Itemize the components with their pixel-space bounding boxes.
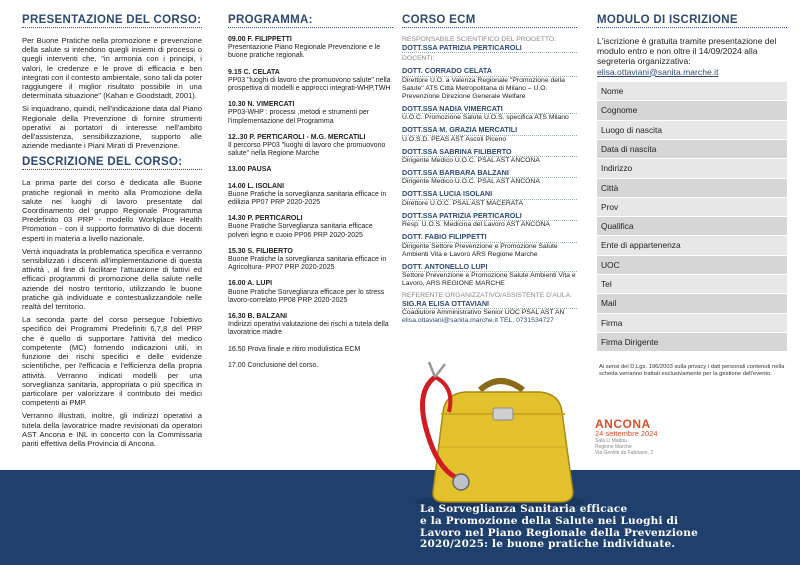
programma-item: [228, 166, 393, 174]
programma-item-head: 14.30 P. PERTICAROLI: [228, 215, 303, 223]
referente-role: Coadiutore Amministrativo Senior UOC PSAL AST AN: [402, 309, 565, 317]
ecm-title: CORSO ECM: [402, 14, 577, 28]
programma-item-text: Presentazione Piano Regionale Prevenzione e le buone pratiche regionali.: [228, 44, 381, 60]
form-field[interactable]: Cognome: [597, 101, 787, 120]
form-field[interactable]: Ente di appartenenza: [597, 236, 787, 255]
form-field[interactable]: Data di nascita: [597, 140, 787, 159]
paragraph: Per Buone Pratiche nella promozione e prevenzione della salute si intendono quegli insiemi di processi o quegli interventi che, "in armonia con i principi, i valori, le credenze e le prove di efficacia e ben integrati con il contesto ambientale, sono tali da poter raggiungere il miglior risultato possibile in una determinata situazione" (Kahan e Goodstadt, 2001).: [22, 36, 202, 101]
programma-item: [228, 101, 393, 126]
docente-role: Dirigente Medico U.O.C. PSAL AST ANCONA: [402, 157, 540, 165]
docente-name: DOTT.SSA BARBARA BALZANI: [402, 169, 577, 178]
programma-item-text: PP03-WHP : processi ,metodi e strumenti per l'implementazione del Programma: [228, 109, 370, 125]
modulo-text: L'iscrizione è gratuita tramite presentazione del modulo entro e non oltre il 14/09/2024 alla segreteria organizzativa:: [597, 36, 777, 67]
programma-item-text: Il percorso PP03 "luoghi di lavoro che promuovono salute" nella Regione Marche: [228, 142, 386, 158]
banner-line: Lavoro nel Piano Regionale della Prevenzione: [420, 526, 698, 539]
referente-label: REFERENTE ORGANIZZATIVO/ASSISTENTE D'AULA:: [402, 292, 572, 300]
programma-list: [228, 36, 393, 370]
programma-item-head: 14.00 L. ISOLANI: [228, 182, 285, 190]
banner-title: [420, 504, 720, 551]
programma-item-head: 16.00 A. LUPI: [228, 280, 273, 288]
programma-item-head: 10.30 N. VIMERCATI: [228, 101, 295, 109]
descrizione-title: DESCRIZIONE DEL CORSO:: [22, 156, 202, 170]
form-field[interactable]: UOC: [597, 256, 787, 275]
docente-role: Dirigente Medico U.O.C. PSAL AST ANCONA: [402, 178, 540, 186]
paragraph: Verranno illustrati, inoltre, gli indirizzi operativi a tutela della lavoratrice madre revisionati da operatori AST Ancona e INL in concerto con la Commissaria pariti effettiva della Provincia di Ancona.: [22, 411, 202, 448]
form-field[interactable]: Prov: [597, 198, 787, 217]
programma-item: [228, 215, 393, 240]
programma-item-head: 12..30 P. PERTICAROLI - M.G. MERCATILI: [228, 133, 366, 141]
event-city: ANCONA: [595, 417, 651, 431]
paragraph: La seconda parte del corso persegue l'obiettivo specifico dei Programmi Predefiniti 6,7,8 del PRP che è quello di supportare l'attività del medico competente (MC) fornendo indicazioni utili, in funzione dei rischi specifici e delle evidenze scientifiche, per l'efficacia e l'efficienza della propria attività. Verranno indicati modelli per una sorveglianza sanitaria, appropriata o più specifica in particolare per valorizzare il contributo dei medici competenti ai PMP.: [22, 315, 202, 408]
programma-item-text: Buone Pratiche Sorveglianza efficace per lo stress lavoro-correlato PP08 PRP 2020-2025: [228, 288, 385, 304]
form-field[interactable]: Città: [597, 179, 787, 198]
form-field[interactable]: Firma Dirigente: [597, 333, 787, 352]
paragraph: Verrà inquadrata la problematica specifica e verranno sensibilizzati i discenti all'implementazione di questa attività , al fine di facilitare l'attuazione di fattivi ed efficaci programmi di promozione della salute nelle aziende del nostro territorio, utilizzando le buone pratiche già individuate e contestualizzandole nelle realtà del territorio.: [22, 246, 202, 312]
event-venue: Regione Marche: [595, 444, 632, 450]
programma-title: PROGRAMMA:: [228, 14, 393, 28]
docente-name: DOTT.SSA M. GRAZIA MERCATILI: [402, 126, 577, 135]
event-place: [595, 417, 658, 456]
programma-item: [228, 280, 393, 305]
paragraph: Si inquadrano, quindi, nell'indicazione data dal Piano Regionale della Prevenzione di fornire strumenti operativi ai portatori di interesse nell'ambito dell'assistenza, sensibilizzazione, supporto alle aziende mediante i Piani Mirati di Prevenzione.: [22, 104, 202, 151]
modulo-title: MODULO DI ISCRIZIONE: [597, 14, 787, 28]
programma-column: [228, 14, 393, 378]
form-field[interactable]: Qualifica: [597, 217, 787, 236]
programma-item: [228, 362, 393, 370]
paragraph: La prima parte del corso è dedicata alle Buone pratiche regionali in merito alla Promozione della salute nei luoghi di lavoro presentate dal Coordinamento del gruppo Regionale Programma Predefinito 03 PRP - modello Workplace Health Promotion - con il supporto formativo di due docenti esperti in materia a livello nazionale.: [22, 178, 202, 243]
resp-label: RESPONSABILE SCIENTIFICO DEL PROGETTO:: [402, 36, 557, 43]
docente-name: DOTT.SSA LUCIA ISOLANI: [402, 190, 577, 199]
form-fields: [597, 82, 787, 352]
programma-item: [228, 183, 393, 208]
docente-role: Settore Prevenzione e Promozione Salute Ambienti Vita e Lavoro, ARS REGIONE MARCHE: [402, 272, 576, 288]
event-date: 24 settembre 2024: [595, 429, 658, 438]
docente-role: Direttore U.O.C. PSAL AST MACERATA: [402, 199, 523, 207]
programma-item: [228, 313, 393, 338]
form-field[interactable]: Mail: [597, 294, 787, 313]
docenti-list: [402, 67, 577, 288]
referente-name: SIG.RA ELISA OTTAVIANI: [402, 300, 577, 309]
presentazione-column: [22, 14, 202, 452]
banner-line: La Sorveglianza Sanitaria efficace: [420, 503, 628, 515]
form-field[interactable]: Tel: [597, 275, 787, 294]
programma-item: [228, 69, 393, 94]
programma-item: [228, 248, 393, 273]
docente-name: DOTT.SSA NADIA VIMERCATI: [402, 105, 577, 114]
docente-role: Dirigente Settore Prevenzione e Promozione Salute Ambienti Vita e Lavoro ARS Regione Marche: [402, 242, 558, 258]
programma-item-head: 09.00 F. FILIPPETTI: [228, 36, 292, 43]
form-field[interactable]: Nome: [597, 82, 787, 101]
event-venue: Sala Li Madou: [595, 438, 627, 444]
banner-line: e la Promozione della Salute nei Luoghi di: [420, 514, 679, 527]
docente-name: DOTT. CORRADO CELATA: [402, 67, 577, 76]
docente-name: DOTT.SSA SABRINA FILIBERTO: [402, 148, 577, 157]
resp-name: DOTT.SSA PATRIZIA PERTICAROLI: [402, 44, 577, 53]
stethoscope-chestpiece-icon: [453, 474, 469, 490]
programma-item: [228, 36, 393, 61]
programma-item-head: 13.00 PAUSA: [228, 166, 272, 174]
modulo-column: [597, 14, 787, 378]
programma-item-text: 17.00 Conclusione del corso.: [228, 361, 319, 369]
form-field[interactable]: Luogo di nascita: [597, 121, 787, 140]
form-field[interactable]: Firma: [597, 314, 787, 333]
referente-contact[interactable]: elisa.ottaviani@sanita.marche.it TEL. 0731534727: [402, 317, 554, 325]
bag-clasp-icon: [493, 408, 513, 420]
programma-item-text: Buone Pratiche la sorveglianza sanitaria efficace in Agricoltura- PP07 PRP 2020-2025: [228, 256, 387, 272]
docente-role: Direttore U.O. a Valenza Regionale "Promozione della Salute" ATS Città Metropolitana di Milano – U.O. Prevenzione Direzione Generale Welfare: [402, 76, 565, 100]
programma-item: [228, 346, 393, 354]
docente-role: U.O.C. Promozione Salute U.O.S. specifica ATS Milano: [402, 114, 569, 122]
privacy-note: Ai sensi del D.Lgs. 196/2003 sulla privacy i dati personali contenuti nella scheda verranno trattati esclusivamente per la gestione dell'evento.: [599, 364, 785, 378]
docente-name: DOTT. FABIO FILIPPETTI: [402, 233, 577, 242]
ecm-column: [402, 14, 577, 325]
programma-item-text: PP03 "luoghi di lavoro che promuovono salute" nella prospettiva di modelli e approcci integrati-WHP,TWH: [228, 76, 391, 93]
banner-line: 2020/2025: le buone pratiche individuate.: [420, 538, 676, 551]
docente-name: DOTT.SSA PATRIZIA PERTICAROLI: [402, 212, 577, 221]
event-venue: Via Gentile da Fabriano, 2: [595, 450, 654, 456]
docenti-label: DOCENTI:: [402, 55, 435, 63]
programma-item-head: 16.30 B. BALZANI: [228, 313, 288, 321]
docente-role: U.O.S.D. PEAS AST Ascoli Piceno: [402, 135, 507, 143]
stethoscope-earpiece-icon: [429, 362, 445, 377]
bag-handle-icon: [480, 381, 523, 390]
programma-item-text: Buone Pratiche la sorveglianza sanitaria efficace in edilizia PP07 PRP 2020-2025: [228, 190, 387, 207]
form-field[interactable]: Indirizzo: [597, 159, 787, 178]
programma-item-text: 16.50 Prova finale e ritiro modulistica ECM: [228, 345, 361, 353]
programma-item: [228, 134, 393, 159]
medical-bag-illustration: [405, 352, 595, 512]
programma-item-text: Buone Pratiche Sorveglianza sanitaria efficace polveri legno e cuoio PP06 PRP 2020-2025: [228, 223, 373, 239]
docente-role: Resp. U.O.S. Medicina del Lavoro AST ANCONA: [402, 221, 550, 229]
programma-item-head: 15.30 S. FILIBERTO: [228, 247, 293, 255]
presentazione-title: PRESENTAZIONE DEL CORSO:: [22, 14, 202, 26]
modulo-email-link[interactable]: elisa.ottaviani@sanita.marche.it: [597, 66, 719, 77]
programma-item-head: 9.15 C. CELATA: [228, 68, 280, 76]
docente-name: DOTT. ANTONELLO LUPI: [402, 263, 577, 272]
programma-item-text: Indirizzi operativi valutazione dei rischi a tutela della lavoratrice madre: [228, 321, 389, 337]
stethoscope-tube-icon: [435, 377, 450, 412]
